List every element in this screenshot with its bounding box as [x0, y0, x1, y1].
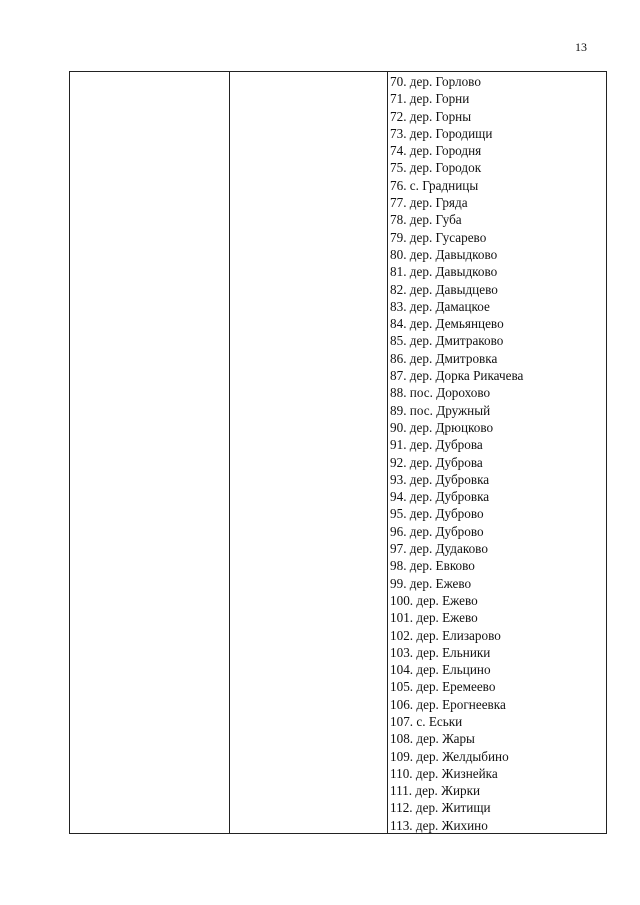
settlement-item: 71. дер. Горни [390, 91, 470, 107]
settlement-item: 90. дер. Дрюцково [390, 419, 494, 435]
settlement-item: 82. дер. Давыдцево [390, 281, 498, 297]
settlement-item: 81. дер. Давыдково [390, 264, 498, 280]
settlement-item: 103. дер. Ельники [390, 644, 491, 660]
settlement-item: 96. дер. Дуброво [390, 523, 484, 539]
settlement-item: 92. дер. Дуброва [390, 454, 483, 470]
settlement-item: 102. дер. Елизарово [390, 627, 501, 643]
settlement-item: 72. дер. Горны [390, 108, 472, 124]
column-divider-1 [229, 72, 230, 833]
settlement-item: 109. дер. Желдыбино [390, 748, 509, 764]
settlement-item: 101. дер. Ежево [390, 610, 478, 626]
settlement-item: 107. с. Еськи [390, 713, 463, 729]
settlement-item: 88. пос. Дорохово [390, 385, 491, 401]
settlements-table [69, 71, 607, 834]
settlement-item: 99. дер. Ежево [390, 575, 472, 591]
settlement-item: 80. дер. Давыдково [390, 246, 498, 262]
settlement-item: 78. дер. Губа [390, 212, 462, 228]
settlement-item: 98. дер. Евково [390, 558, 475, 574]
settlement-item: 75. дер. Городок [390, 160, 482, 176]
settlement-item: 89. пос. Дружный [390, 402, 491, 418]
settlement-item: 105. дер. Еремеево [390, 679, 496, 695]
settlement-item: 94. дер. Дубровка [390, 489, 490, 505]
settlement-item: 93. дер. Дубровка [390, 471, 490, 487]
settlement-item: 100. дер. Ежево [390, 592, 478, 608]
settlement-item: 77. дер. Гряда [390, 195, 468, 211]
settlement-item: 113. дер. Жихино [390, 817, 488, 833]
settlement-item: 83. дер. Дамацкое [390, 298, 490, 314]
settlement-item: 87. дер. Дорка Рикачева [390, 368, 524, 384]
settlement-item: 84. дер. Демьянцево [390, 316, 504, 332]
settlement-item: 76. с. Градницы [390, 177, 479, 193]
settlement-item: 111. дер. Жирки [390, 783, 481, 799]
settlement-item: 73. дер. Городищи [390, 125, 493, 141]
settlement-item: 108. дер. Жары [390, 731, 475, 747]
settlement-item: 70. дер. Горлово [390, 74, 481, 89]
settlement-item: 74. дер. Городня [390, 143, 482, 159]
settlement-item: 95. дер. Дуброво [390, 506, 484, 522]
settlement-item: 112. дер. Житищи [390, 800, 491, 816]
settlement-item: 106. дер. Ерогнеевка [390, 696, 506, 712]
settlement-item: 91. дер. Дуброва [390, 437, 483, 453]
settlement-item: 79. дер. Гусарево [390, 229, 487, 245]
settlement-item: 85. дер. Дмитраково [390, 333, 504, 349]
settlement-item: 97. дер. Дудаково [390, 541, 488, 557]
settlement-item: 110. дер. Жизнейка [390, 765, 498, 781]
settlement-item: 86. дер. Дмитровка [390, 350, 498, 366]
settlement-list [388, 73, 523, 834]
settlement-item: 104. дер. Ельцино [390, 662, 491, 678]
page-number: 13 [575, 40, 587, 54]
